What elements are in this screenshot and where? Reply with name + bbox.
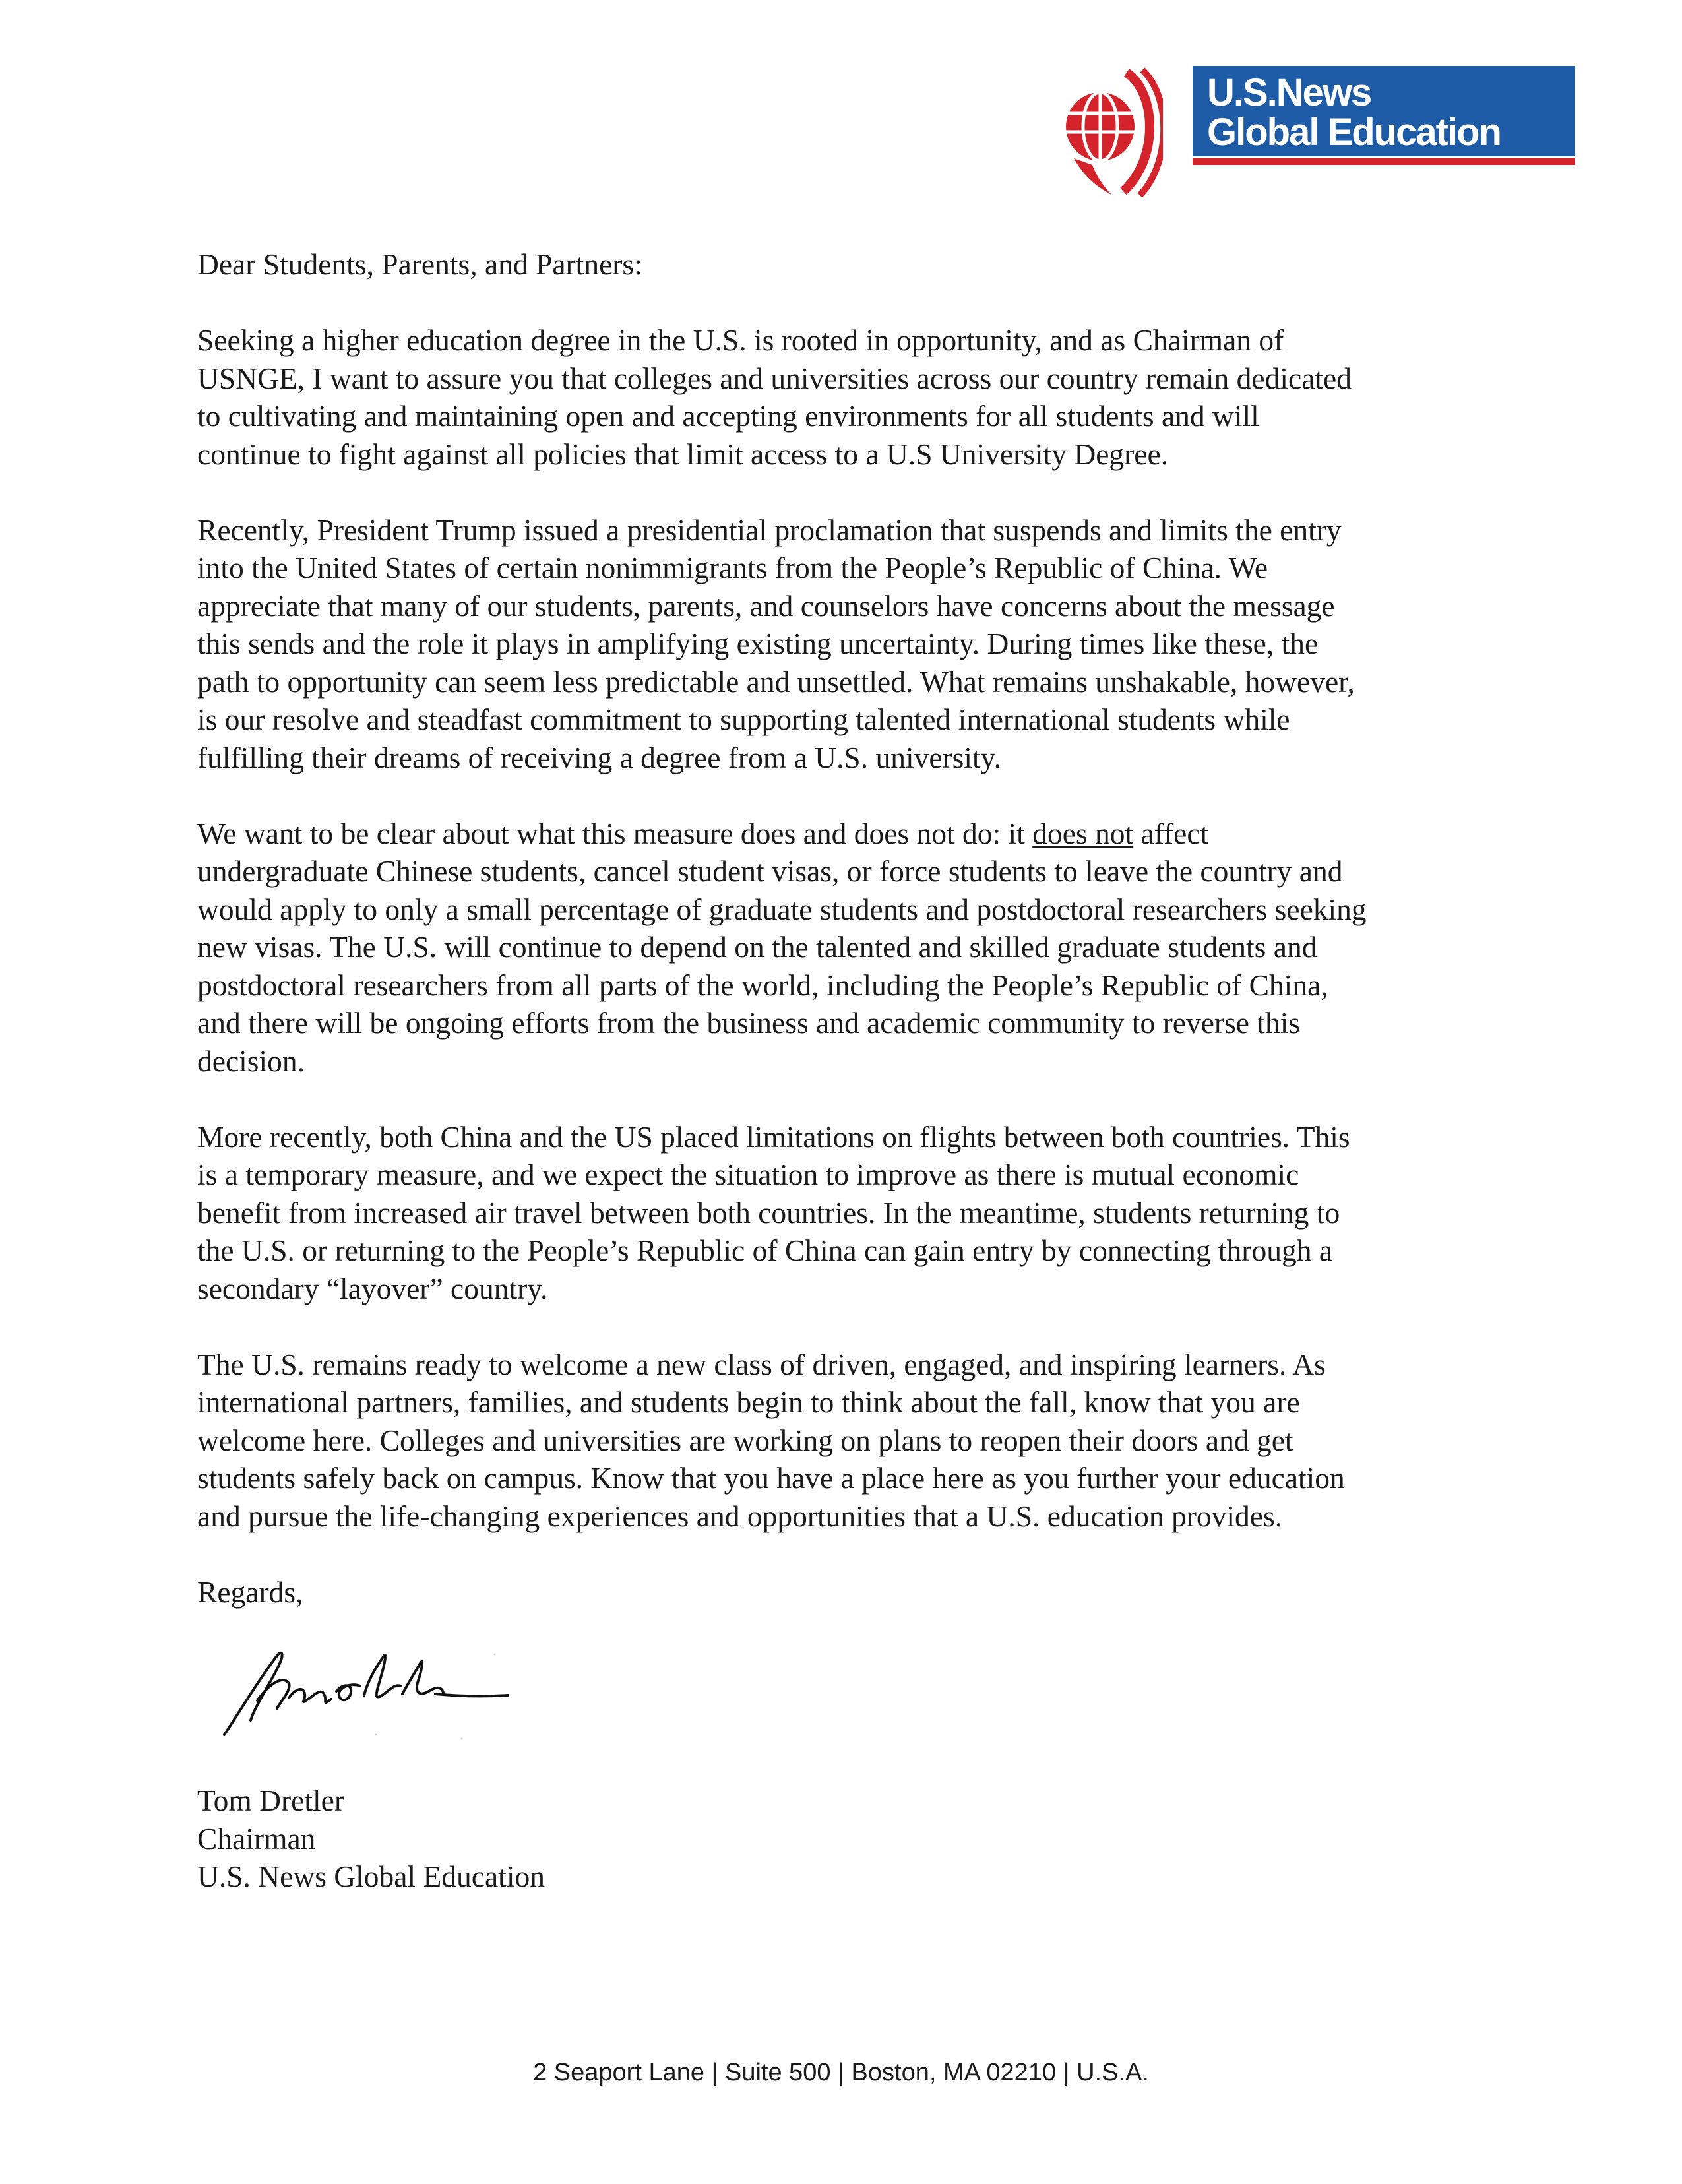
logo-wordmark-box bbox=[1193, 66, 1575, 156]
text-line: undergraduate Chinese students, cancel student visas, or force students to leave the country and bbox=[197, 854, 1343, 888]
salutation-text: Dear Students, Parents, and Partners: bbox=[197, 247, 642, 281]
text-line: secondary “layover” country. bbox=[197, 1271, 548, 1305]
text-line: to cultivating and maintaining open and accepting environments for all students and will bbox=[197, 399, 1259, 433]
text-line: USNGE, I want to assure you that colleges and universities across our country remain dedicated bbox=[197, 361, 1352, 395]
footer-address: 2 Seaport Lane | Suite 500 | Boston, MA 02210 | U.S.A. bbox=[533, 2059, 1149, 2086]
closing bbox=[197, 1573, 1516, 1611]
text-line: new visas. The U.S. will continue to depend on the talented and skilled graduate students and bbox=[197, 930, 1317, 964]
text-segment: affect bbox=[1133, 816, 1209, 850]
paragraph-3 bbox=[197, 815, 1516, 1080]
handwritten-signature bbox=[211, 1642, 514, 1741]
text-line: and pursue the life-changing experiences and opportunities that a U.S. education provides. bbox=[197, 1499, 1283, 1533]
text-line: into the United States of certain nonimmigrants from the People’s Republic of China. We bbox=[197, 551, 1268, 584]
text-line: benefit from increased air travel between both countries. In the meantime, students returning to bbox=[197, 1195, 1340, 1230]
text-line: is our resolve and steadfast commitment to supporting talented international students while bbox=[197, 702, 1290, 736]
letter-body bbox=[197, 245, 1516, 1649]
text-segment: We want to be clear about what this measure does and does not do: it bbox=[197, 816, 1033, 850]
signer-title: Chairman bbox=[197, 1821, 316, 1856]
logo-wordmark-line1: U.S.News bbox=[1207, 71, 1371, 114]
text-line: More recently, both China and the US placed limitations on flights between both countries. This bbox=[197, 1119, 1350, 1154]
text-line: Seeking a higher education degree in the U.S. is rooted in opportunity, and as Chairman of bbox=[197, 323, 1284, 357]
text-line: the U.S. or returning to the People’s Republic of China can gain entry by connecting through a bbox=[197, 1233, 1333, 1267]
globe-shield-icon bbox=[1061, 66, 1163, 198]
company-logo bbox=[1061, 66, 1575, 198]
signer-name: Tom Dretler bbox=[197, 1784, 344, 1817]
salutation bbox=[197, 245, 1516, 284]
paragraph-1 bbox=[197, 321, 1516, 473]
text-line: postdoctoral researchers from all parts of the world, including the People’s Republic of China, bbox=[197, 968, 1328, 1002]
text-line bbox=[197, 815, 1516, 853]
text-line: decision. bbox=[197, 1044, 305, 1078]
text-line: and there will be ongoing efforts from the business and academic community to reverse this bbox=[197, 1006, 1301, 1040]
text-line: international partners, families, and students begin to think about the fall, know that you are bbox=[197, 1385, 1300, 1419]
logo-wordmark-line2: Global Education bbox=[1207, 111, 1501, 154]
signer-organization: U.S. News Global Education bbox=[197, 1859, 545, 1893]
text-line: this sends and the role it plays in amplifying existing uncertainty. During times like these, the bbox=[197, 627, 1319, 660]
text-line: The U.S. remains ready to welcome a new class of driven, engaged, and inspiring learners. As bbox=[197, 1347, 1326, 1381]
text-line: would apply to only a small percentage of graduate students and postdoctoral researchers seeking bbox=[197, 892, 1367, 926]
text-line: students safely back on campus. Know that you have a place here as you further your education bbox=[197, 1461, 1345, 1495]
logo-red-bar bbox=[1193, 158, 1575, 165]
text-line: Recently, President Trump issued a presidential proclamation that suspends and limits the entry bbox=[197, 513, 1342, 547]
signer-block bbox=[197, 1782, 545, 1896]
paragraph-2 bbox=[197, 511, 1516, 777]
text-line: appreciate that many of our students, parents, and counselors have concerns about the message bbox=[197, 588, 1335, 623]
paragraph-5 bbox=[197, 1346, 1516, 1536]
closing-text: Regards, bbox=[197, 1575, 303, 1609]
text-line: continue to fight against all policies that limit access to a U.S University Degree. bbox=[197, 437, 1169, 471]
text-line: is a temporary measure, and we expect the situation to improve as there is mutual economic bbox=[197, 1158, 1299, 1191]
text-line: welcome here. Colleges and universities are working on plans to reopen their doors and get bbox=[197, 1423, 1293, 1457]
underlined-emphasis: does not bbox=[1032, 816, 1134, 850]
text-line: fulfilling their dreams of receiving a degree from a U.S. university. bbox=[197, 740, 1001, 774]
paragraph-4 bbox=[197, 1118, 1516, 1308]
text-line: path to opportunity can seem less predictable and unsettled. What remains unshakable, however, bbox=[197, 664, 1355, 699]
